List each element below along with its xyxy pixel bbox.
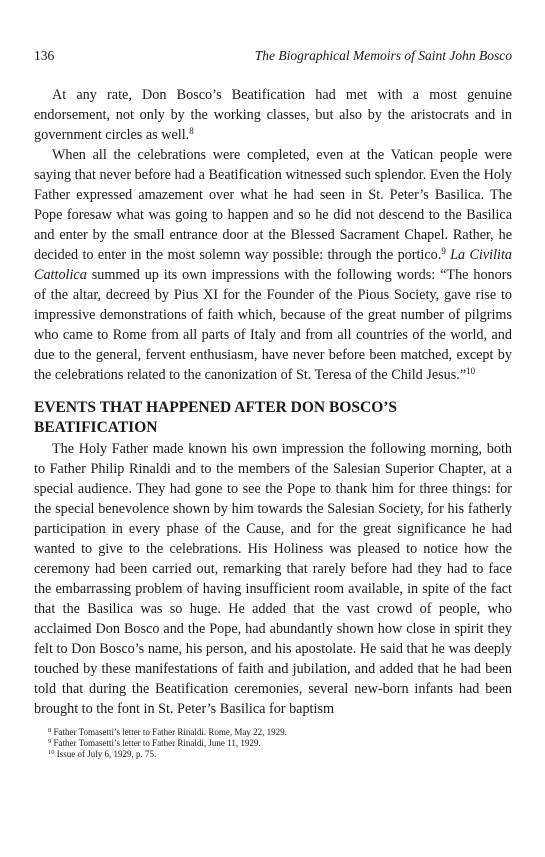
- paragraph-3: [34, 439, 512, 719]
- paragraph-1: [34, 85, 512, 145]
- footnote: [48, 738, 512, 749]
- paragraph-text: When all the celebrations were completed, even at the Vatican people were saying that never before had a Beatification witnessed such splendor. Even the Holy Father expressed amazement over what he had seen in St. Peter’s Basilica. The Pope foresaw what was going to happen and so he did not descend to the Basilica and enter by the small entrance door at the Blessed Sacrament Chapel. Rather, he decided to enter in the most solemn way possible: through the portico.: [34, 147, 512, 263]
- footnote-text: Father Tomasetti’s letter to Father Rinaldi, June 11, 1929.: [53, 738, 261, 748]
- running-title: The Biographical Memoirs of Saint John Bosco: [254, 48, 512, 63]
- paragraph-2: [34, 145, 512, 385]
- running-header: [34, 46, 512, 66]
- page-number: 136: [34, 48, 55, 63]
- paragraph-text: summed up its own impressions with the following words: “The honors of the altar, decreed by Pius XI for the Founder of the Pious Society, gave rise to impressive demonstrations of faith which, because of the great number of pilgrims who came to Rome from all parts of Italy and from all countries of the world, and due to the general, fervent enthusiasm, have never before been matched, except by the celebrations related to the canonization of St. Teresa of the Child Jesus.”: [34, 267, 512, 383]
- footnote-mark: 10: [48, 749, 55, 756]
- paragraph-text: The Holy Father made known his own impression the following morning, both to Father Philip Rinaldi and to the members of the Salesian Superior Chapter, at a special audience. They had gone to see the Pope to thank him for three things: for the special benevolence shown by him towards the Salesian Society, for his fatherly participation in every phase of the Cause, and for the great significance he had wanted to give to the celebrations. His Holiness was pleased to notice how the ceremony had been carried out, remarking that rarely before had they had to face the embarrassing problem of having insufficient room available, in spite of the fact that the Basilica was so huge. He added that the vast crowd of people, who acclaimed Don Bosco and the Pope, had abundantly shown how close in spirit they felt to Don Bosco’s name, his person, and his apostolate. He said that he was deeply touched by these manifestations of faith and jubilation, and added that he had been told that during the Beatification ceremonies, several new-born infants had been brought to the font in St. Peter’s Basilica for baptism: [34, 441, 512, 717]
- footnote: [48, 749, 512, 760]
- footnote-ref-8: 8: [189, 126, 194, 136]
- section-heading: EVENTS THAT HAPPENED AFTER DON BOSCO’S BEATIFICATION: [34, 399, 398, 436]
- footnote: [48, 727, 512, 738]
- book-page: [34, 46, 512, 760]
- body-text: [34, 85, 512, 719]
- italic-title: La Civilita Cattolica: [34, 247, 513, 283]
- paragraph-text: At any rate, Don Bosco’s Beatification had met with a most genuine endorsement, not only by the working classes, but also by the aristocrats and in government circles as well.: [34, 87, 512, 143]
- footnotes: [34, 727, 512, 760]
- footnote-mark: 9: [48, 738, 52, 745]
- footnote-text: Issue of July 6, 1929, p. 75.: [56, 749, 157, 759]
- footnote-ref-9: 9: [441, 246, 446, 256]
- footnote-text: Father Tomasetti’s letter to Father Rinaldi. Rome, May 22, 1929.: [53, 727, 287, 737]
- footnote-ref-10: 10: [466, 366, 476, 376]
- footnote-mark: 8: [48, 727, 52, 734]
